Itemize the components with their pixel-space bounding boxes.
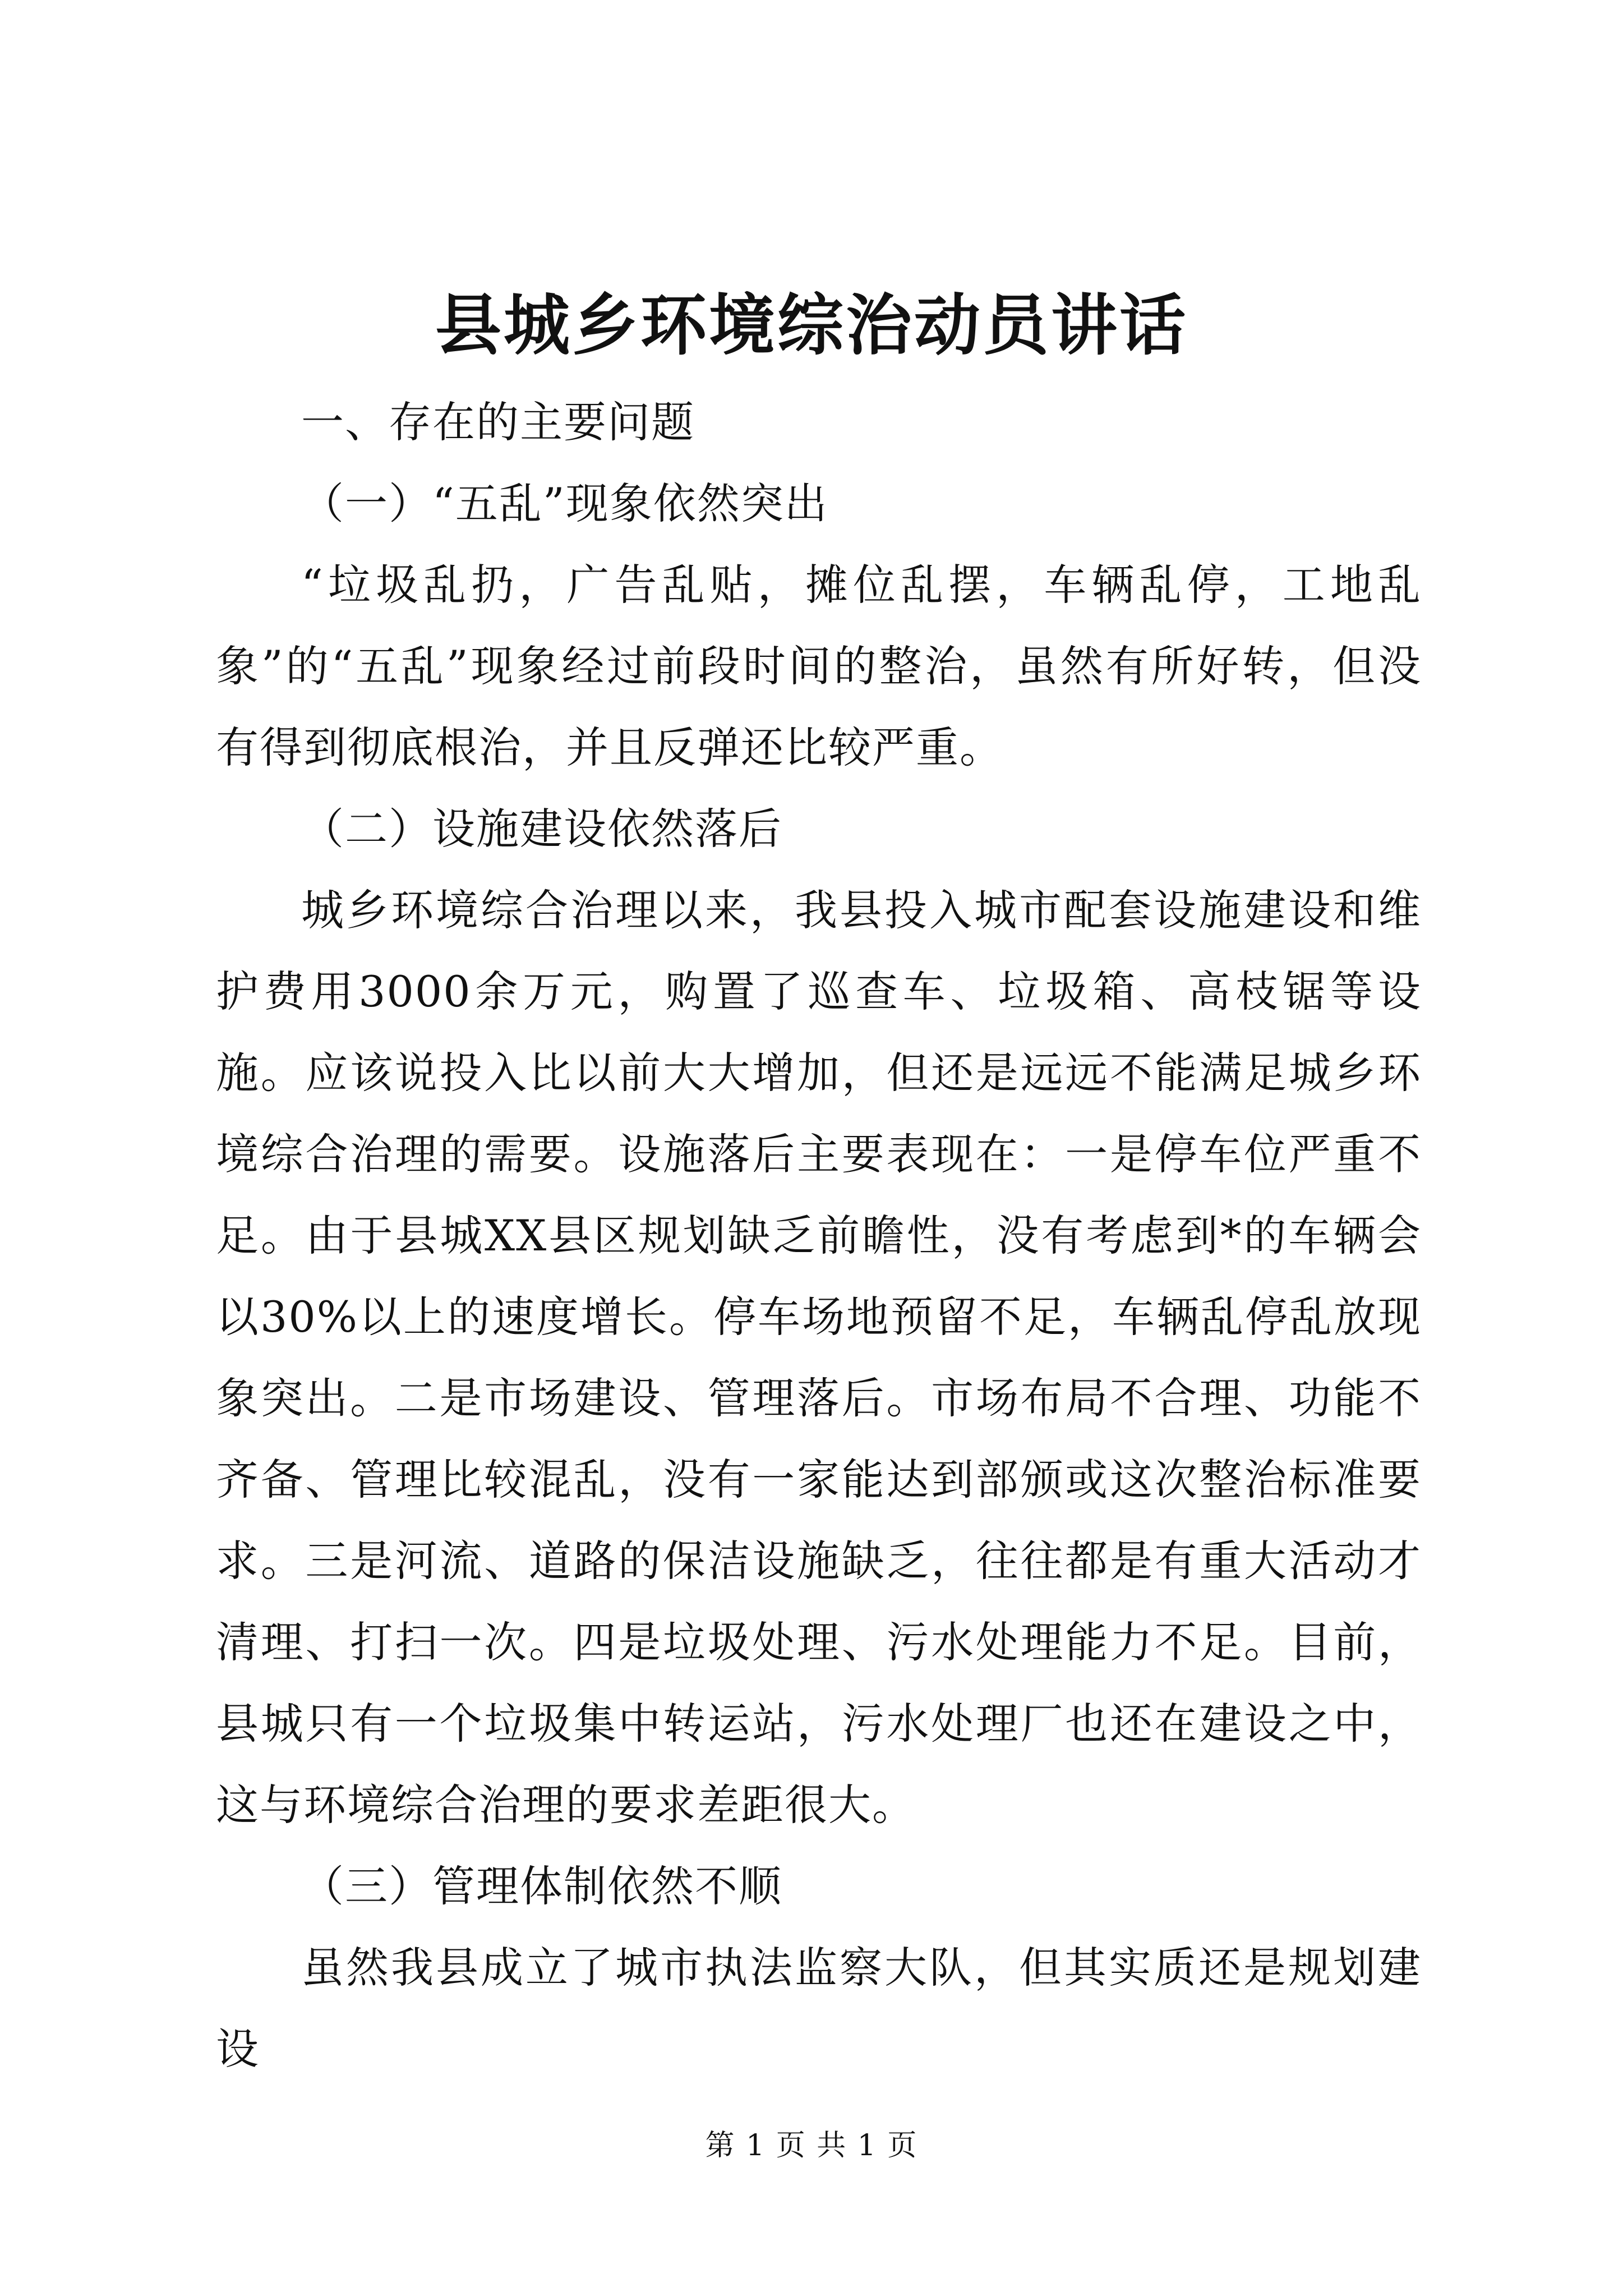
- paragraph-2: 城乡环境综合治理以来，我县投入城市配套设施建设和维护费用3000余万元，购置了巡查车、垃圾箱、高枝锯等设施。应该说投入比以前大大增加，但还是远远不能满足城乡环境综合治理的需要。设施落后主要表现在：一是停车位严重不足。由于县城XX县区规划缺乏前瞻性，没有考虑到*的车辆会以30%以上的速度增长。停车场地预留不足，车辆乱停乱放现象突出。二是市场建设、管理落后。市场布局不合理、功能不齐备、管理比较混乱，没有一家能达到部颁或这次整治标准要求。三是河流、道路的保洁设施缺乏，往往都是有重大活动才清理、打扫一次。四是垃圾处理、污水处理能力不足。目前，县城只有一个垃圾集中转运站，污水处理厂也还在建设之中，这与环境综合治理的要求差距很大。: [216, 885, 1422, 1830]
- paragraph-1: “垃圾乱扔，广告乱贴，摊位乱摆，车辆乱停，工地乱象”的“五乱”现象经过前段时间的整治，虽然有所好转，但没有得到彻底根治，并且反弹还比较严重。: [216, 560, 1422, 772]
- document-title: 县城乡环境综治动员讲话: [435, 286, 1188, 364]
- paragraph-3: 虽然我县成立了城市执法监察大队，但其实质还是规划建设: [216, 1943, 1422, 2074]
- document-body: [216, 381, 1422, 2090]
- subsection-heading-3: （三）管理体制依然不顺: [301, 1861, 782, 1911]
- page-footer: 第 1 页 共 1 页: [705, 2129, 918, 2162]
- subsection-heading-2: （二）设施建设依然落后: [301, 804, 782, 854]
- subsection-heading-1: （一）“五乱”现象依然突出: [301, 478, 828, 528]
- section-heading-1: 一、存在的主要问题: [301, 397, 695, 447]
